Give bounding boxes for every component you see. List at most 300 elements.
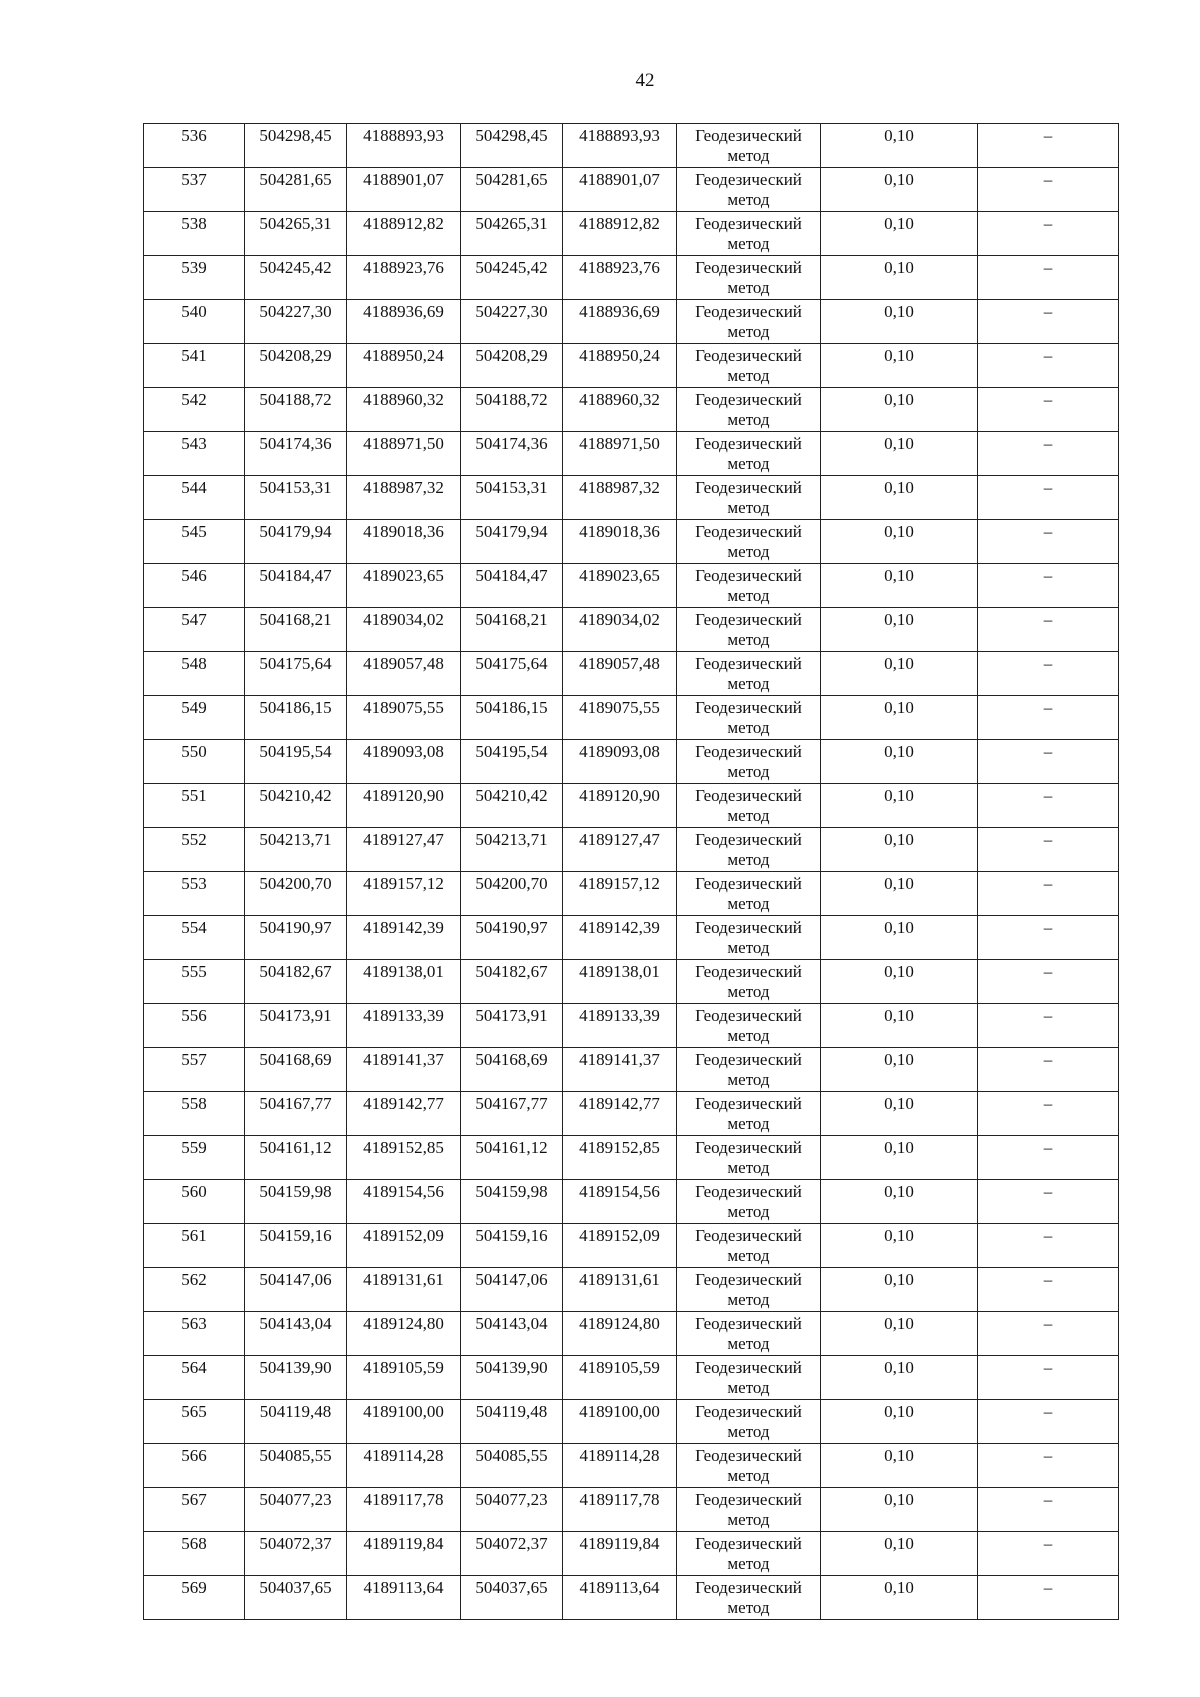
method-cell [677, 872, 821, 916]
method-line-1: Геодезический [695, 1270, 802, 1289]
x-new-cell: 504179,94 [461, 520, 563, 564]
method-line-1: Геодезический [695, 1402, 802, 1421]
y-new-cell: 4188901,07 [563, 168, 677, 212]
x-old-cell: 504213,71 [245, 828, 347, 872]
table-row [144, 740, 1119, 784]
y-new-cell: 4189152,09 [563, 1224, 677, 1268]
description-cell: – [978, 388, 1119, 432]
method-line-1: Геодезический [695, 786, 802, 805]
method-line-2: метод [727, 322, 770, 341]
point-number-cell: 558 [144, 1092, 245, 1136]
y-new-cell: 4189093,08 [563, 740, 677, 784]
method-line-1: Геодезический [695, 566, 802, 585]
y-old-cell: 4189075,55 [347, 696, 461, 740]
accuracy-cell: 0,10 [821, 1180, 978, 1224]
method-line-1: Геодезический [695, 918, 802, 937]
method-line-2: метод [727, 938, 770, 957]
x-old-cell: 504173,91 [245, 1004, 347, 1048]
y-new-cell: 4189141,37 [563, 1048, 677, 1092]
method-cell [677, 608, 821, 652]
method-line-1: Геодезический [695, 1446, 802, 1465]
accuracy-cell: 0,10 [821, 344, 978, 388]
accuracy-cell: 0,10 [821, 1136, 978, 1180]
y-new-cell: 4189117,78 [563, 1488, 677, 1532]
y-old-cell: 4188936,69 [347, 300, 461, 344]
point-number-cell: 541 [144, 344, 245, 388]
x-old-cell: 504139,90 [245, 1356, 347, 1400]
x-old-cell: 504168,21 [245, 608, 347, 652]
method-line-1: Геодезический [695, 170, 802, 189]
point-number-cell: 564 [144, 1356, 245, 1400]
x-old-cell: 504227,30 [245, 300, 347, 344]
x-old-cell: 504245,42 [245, 256, 347, 300]
method-cell [677, 1444, 821, 1488]
x-old-cell: 504281,65 [245, 168, 347, 212]
x-new-cell: 504208,29 [461, 344, 563, 388]
table-row [144, 212, 1119, 256]
page-number: 42 [635, 70, 655, 91]
x-old-cell: 504208,29 [245, 344, 347, 388]
y-new-cell: 4189100,00 [563, 1400, 677, 1444]
method-cell [677, 1048, 821, 1092]
method-line-2: метод [727, 1246, 770, 1265]
method-cell [677, 1312, 821, 1356]
method-line-2: метод [727, 278, 770, 297]
accuracy-cell: 0,10 [821, 168, 978, 212]
y-old-cell: 4189141,37 [347, 1048, 461, 1092]
method-line-1: Геодезический [695, 346, 802, 365]
method-line-1: Геодезический [695, 742, 802, 761]
method-line-2: метод [727, 674, 770, 693]
method-cell [677, 212, 821, 256]
method-line-1: Геодезический [695, 1094, 802, 1113]
description-cell: – [978, 1224, 1119, 1268]
y-old-cell: 4189127,47 [347, 828, 461, 872]
y-new-cell: 4189023,65 [563, 564, 677, 608]
description-cell: – [978, 872, 1119, 916]
method-line-2: метод [727, 1026, 770, 1045]
point-number-cell: 555 [144, 960, 245, 1004]
x-new-cell: 504077,23 [461, 1488, 563, 1532]
method-cell [677, 476, 821, 520]
accuracy-cell: 0,10 [821, 300, 978, 344]
y-old-cell: 4188987,32 [347, 476, 461, 520]
description-cell: – [978, 256, 1119, 300]
description-cell: – [978, 432, 1119, 476]
table-row [144, 916, 1119, 960]
y-new-cell: 4188971,50 [563, 432, 677, 476]
method-line-2: метод [727, 762, 770, 781]
y-old-cell: 4189034,02 [347, 608, 461, 652]
y-old-cell: 4189023,65 [347, 564, 461, 608]
description-cell: – [978, 476, 1119, 520]
table-row [144, 652, 1119, 696]
accuracy-cell: 0,10 [821, 1092, 978, 1136]
y-old-cell: 4188893,93 [347, 124, 461, 168]
y-old-cell: 4189114,28 [347, 1444, 461, 1488]
table-row [144, 476, 1119, 520]
y-new-cell: 4189034,02 [563, 608, 677, 652]
point-number-cell: 556 [144, 1004, 245, 1048]
y-old-cell: 4189018,36 [347, 520, 461, 564]
method-line-1: Геодезический [695, 1182, 802, 1201]
method-cell [677, 1532, 821, 1576]
y-old-cell: 4189120,90 [347, 784, 461, 828]
x-old-cell: 504119,48 [245, 1400, 347, 1444]
x-old-cell: 504085,55 [245, 1444, 347, 1488]
point-number-cell: 559 [144, 1136, 245, 1180]
method-line-1: Геодезический [695, 610, 802, 629]
x-new-cell: 504281,65 [461, 168, 563, 212]
point-number-cell: 553 [144, 872, 245, 916]
description-cell: – [978, 344, 1119, 388]
accuracy-cell: 0,10 [821, 916, 978, 960]
method-line-1: Геодезический [695, 1006, 802, 1025]
method-line-1: Геодезический [695, 1050, 802, 1069]
table-row [144, 300, 1119, 344]
y-new-cell: 4188950,24 [563, 344, 677, 388]
point-number-cell: 550 [144, 740, 245, 784]
y-new-cell: 4189105,59 [563, 1356, 677, 1400]
x-new-cell: 504210,42 [461, 784, 563, 828]
y-old-cell: 4189113,64 [347, 1576, 461, 1620]
description-cell: – [978, 300, 1119, 344]
description-cell: – [978, 1312, 1119, 1356]
accuracy-cell: 0,10 [821, 1532, 978, 1576]
point-number-cell: 540 [144, 300, 245, 344]
y-old-cell: 4188960,32 [347, 388, 461, 432]
method-line-2: метод [727, 146, 770, 165]
point-number-cell: 548 [144, 652, 245, 696]
point-number-cell: 554 [144, 916, 245, 960]
y-new-cell: 4189120,90 [563, 784, 677, 828]
accuracy-cell: 0,10 [821, 1312, 978, 1356]
method-line-2: метод [727, 1422, 770, 1441]
method-line-2: метод [727, 498, 770, 517]
x-new-cell: 504139,90 [461, 1356, 563, 1400]
method-line-2: метод [727, 366, 770, 385]
method-line-1: Геодезический [695, 1358, 802, 1377]
method-line-2: метод [727, 1334, 770, 1353]
accuracy-cell: 0,10 [821, 564, 978, 608]
x-new-cell: 504167,77 [461, 1092, 563, 1136]
accuracy-cell: 0,10 [821, 1576, 978, 1620]
accuracy-cell: 0,10 [821, 476, 978, 520]
point-number-cell: 542 [144, 388, 245, 432]
method-line-2: метод [727, 1510, 770, 1529]
y-old-cell: 4188971,50 [347, 432, 461, 476]
method-cell [677, 388, 821, 432]
y-old-cell: 4189093,08 [347, 740, 461, 784]
y-old-cell: 4189138,01 [347, 960, 461, 1004]
x-new-cell: 504168,69 [461, 1048, 563, 1092]
table-row [144, 828, 1119, 872]
x-old-cell: 504190,97 [245, 916, 347, 960]
method-cell [677, 1400, 821, 1444]
y-new-cell: 4188923,76 [563, 256, 677, 300]
y-new-cell: 4189127,47 [563, 828, 677, 872]
x-old-cell: 504182,67 [245, 960, 347, 1004]
description-cell: – [978, 1136, 1119, 1180]
x-old-cell: 504167,77 [245, 1092, 347, 1136]
y-old-cell: 4189154,56 [347, 1180, 461, 1224]
table-row [144, 1136, 1119, 1180]
accuracy-cell: 0,10 [821, 1224, 978, 1268]
y-new-cell: 4189133,39 [563, 1004, 677, 1048]
x-old-cell: 504077,23 [245, 1488, 347, 1532]
method-line-2: метод [727, 234, 770, 253]
x-new-cell: 504265,31 [461, 212, 563, 256]
accuracy-cell: 0,10 [821, 1356, 978, 1400]
table-body [144, 124, 1119, 1620]
accuracy-cell: 0,10 [821, 1268, 978, 1312]
x-new-cell: 504173,91 [461, 1004, 563, 1048]
method-cell [677, 696, 821, 740]
description-cell: – [978, 608, 1119, 652]
method-line-2: метод [727, 1378, 770, 1397]
accuracy-cell: 0,10 [821, 1444, 978, 1488]
x-new-cell: 504186,15 [461, 696, 563, 740]
x-new-cell: 504245,42 [461, 256, 563, 300]
x-old-cell: 504147,06 [245, 1268, 347, 1312]
method-line-1: Геодезический [695, 962, 802, 981]
table-row [144, 1488, 1119, 1532]
x-old-cell: 504168,69 [245, 1048, 347, 1092]
y-new-cell: 4189075,55 [563, 696, 677, 740]
description-cell: – [978, 124, 1119, 168]
table-row [144, 1180, 1119, 1224]
table-row [144, 608, 1119, 652]
x-new-cell: 504184,47 [461, 564, 563, 608]
point-number-cell: 544 [144, 476, 245, 520]
method-line-2: метод [727, 1114, 770, 1133]
x-new-cell: 504168,21 [461, 608, 563, 652]
y-old-cell: 4189057,48 [347, 652, 461, 696]
point-number-cell: 536 [144, 124, 245, 168]
point-number-cell: 561 [144, 1224, 245, 1268]
method-line-1: Геодезический [695, 830, 802, 849]
y-old-cell: 4188912,82 [347, 212, 461, 256]
table-row [144, 784, 1119, 828]
y-old-cell: 4189157,12 [347, 872, 461, 916]
point-number-cell: 567 [144, 1488, 245, 1532]
accuracy-cell: 0,10 [821, 124, 978, 168]
method-line-2: метод [727, 410, 770, 429]
method-cell [677, 1224, 821, 1268]
x-new-cell: 504298,45 [461, 124, 563, 168]
y-old-cell: 4189131,61 [347, 1268, 461, 1312]
method-cell [677, 828, 821, 872]
x-old-cell: 504298,45 [245, 124, 347, 168]
x-new-cell: 504159,98 [461, 1180, 563, 1224]
y-new-cell: 4188936,69 [563, 300, 677, 344]
x-old-cell: 504153,31 [245, 476, 347, 520]
y-new-cell: 4189152,85 [563, 1136, 677, 1180]
table-row [144, 1576, 1119, 1620]
x-old-cell: 504159,98 [245, 1180, 347, 1224]
y-new-cell: 4188987,32 [563, 476, 677, 520]
x-old-cell: 504174,36 [245, 432, 347, 476]
accuracy-cell: 0,10 [821, 740, 978, 784]
accuracy-cell: 0,10 [821, 1048, 978, 1092]
y-new-cell: 4189157,12 [563, 872, 677, 916]
description-cell: – [978, 564, 1119, 608]
description-cell: – [978, 1444, 1119, 1488]
accuracy-cell: 0,10 [821, 1488, 978, 1532]
x-old-cell: 504265,31 [245, 212, 347, 256]
description-cell: – [978, 1180, 1119, 1224]
x-old-cell: 504186,15 [245, 696, 347, 740]
table-row [144, 432, 1119, 476]
accuracy-cell: 0,10 [821, 1400, 978, 1444]
y-old-cell: 4188923,76 [347, 256, 461, 300]
y-new-cell: 4189113,64 [563, 1576, 677, 1620]
method-line-2: метод [727, 850, 770, 869]
method-line-2: метод [727, 806, 770, 825]
point-number-cell: 537 [144, 168, 245, 212]
y-old-cell: 4188950,24 [347, 344, 461, 388]
point-number-cell: 545 [144, 520, 245, 564]
y-old-cell: 4189152,09 [347, 1224, 461, 1268]
table-row [144, 168, 1119, 212]
method-line-2: метод [727, 982, 770, 1001]
method-cell [677, 652, 821, 696]
x-new-cell: 504188,72 [461, 388, 563, 432]
point-number-cell: 552 [144, 828, 245, 872]
method-line-2: метод [727, 1466, 770, 1485]
x-old-cell: 504072,37 [245, 1532, 347, 1576]
table-row [144, 256, 1119, 300]
x-old-cell: 504184,47 [245, 564, 347, 608]
table-row [144, 960, 1119, 1004]
method-cell [677, 564, 821, 608]
table-row [144, 344, 1119, 388]
method-cell [677, 256, 821, 300]
y-old-cell: 4189100,00 [347, 1400, 461, 1444]
accuracy-cell: 0,10 [821, 652, 978, 696]
y-old-cell: 4189133,39 [347, 1004, 461, 1048]
accuracy-cell: 0,10 [821, 432, 978, 476]
x-old-cell: 504159,16 [245, 1224, 347, 1268]
method-cell [677, 1092, 821, 1136]
x-new-cell: 504072,37 [461, 1532, 563, 1576]
x-new-cell: 504037,65 [461, 1576, 563, 1620]
x-old-cell: 504195,54 [245, 740, 347, 784]
y-old-cell: 4189152,85 [347, 1136, 461, 1180]
x-new-cell: 504213,71 [461, 828, 563, 872]
point-number-cell: 563 [144, 1312, 245, 1356]
method-line-2: метод [727, 630, 770, 649]
table-row [144, 564, 1119, 608]
table-row [144, 1092, 1119, 1136]
method-line-2: метод [727, 894, 770, 913]
point-number-cell: 565 [144, 1400, 245, 1444]
y-old-cell: 4189142,39 [347, 916, 461, 960]
description-cell: – [978, 916, 1119, 960]
table-row [144, 520, 1119, 564]
accuracy-cell: 0,10 [821, 784, 978, 828]
method-line-1: Геодезический [695, 522, 802, 541]
y-old-cell: 4189124,80 [347, 1312, 461, 1356]
method-line-1: Геодезический [695, 654, 802, 673]
x-old-cell: 504143,04 [245, 1312, 347, 1356]
accuracy-cell: 0,10 [821, 256, 978, 300]
x-new-cell: 504174,36 [461, 432, 563, 476]
x-old-cell: 504175,64 [245, 652, 347, 696]
table-row [144, 1400, 1119, 1444]
y-new-cell: 4188893,93 [563, 124, 677, 168]
method-line-1: Геодезический [695, 698, 802, 717]
y-new-cell: 4189124,80 [563, 1312, 677, 1356]
y-old-cell: 4188901,07 [347, 168, 461, 212]
method-line-2: метод [727, 718, 770, 737]
point-number-cell: 538 [144, 212, 245, 256]
x-old-cell: 504037,65 [245, 1576, 347, 1620]
method-cell [677, 1576, 821, 1620]
method-line-2: метод [727, 454, 770, 473]
method-line-1: Геодезический [695, 126, 802, 145]
point-number-cell: 568 [144, 1532, 245, 1576]
accuracy-cell: 0,10 [821, 520, 978, 564]
method-cell [677, 740, 821, 784]
description-cell: – [978, 168, 1119, 212]
description-cell: – [978, 1488, 1119, 1532]
point-number-cell: 547 [144, 608, 245, 652]
description-cell: – [978, 1268, 1119, 1312]
accuracy-cell: 0,10 [821, 1004, 978, 1048]
description-cell: – [978, 212, 1119, 256]
description-cell: – [978, 1356, 1119, 1400]
description-cell: – [978, 1048, 1119, 1092]
accuracy-cell: 0,10 [821, 608, 978, 652]
description-cell: – [978, 1092, 1119, 1136]
x-new-cell: 504161,12 [461, 1136, 563, 1180]
description-cell: – [978, 1400, 1119, 1444]
y-new-cell: 4189138,01 [563, 960, 677, 1004]
table-row [144, 1224, 1119, 1268]
x-new-cell: 504175,64 [461, 652, 563, 696]
method-line-2: метод [727, 586, 770, 605]
x-old-cell: 504161,12 [245, 1136, 347, 1180]
method-cell [677, 1268, 821, 1312]
accuracy-cell: 0,10 [821, 696, 978, 740]
x-new-cell: 504190,97 [461, 916, 563, 960]
method-line-2: метод [727, 1554, 770, 1573]
coordinates-table [143, 123, 1119, 1620]
x-new-cell: 504153,31 [461, 476, 563, 520]
method-line-2: метод [727, 190, 770, 209]
method-cell [677, 344, 821, 388]
method-line-1: Геодезический [695, 258, 802, 277]
table-row [144, 1048, 1119, 1092]
method-line-1: Геодезический [695, 390, 802, 409]
method-line-1: Геодезический [695, 1490, 802, 1509]
y-old-cell: 4189142,77 [347, 1092, 461, 1136]
method-line-1: Геодезический [695, 214, 802, 233]
method-line-1: Геодезический [695, 874, 802, 893]
description-cell: – [978, 1576, 1119, 1620]
method-line-1: Геодезический [695, 1226, 802, 1245]
y-new-cell: 4189119,84 [563, 1532, 677, 1576]
y-old-cell: 4189117,78 [347, 1488, 461, 1532]
method-cell [677, 168, 821, 212]
y-new-cell: 4189154,56 [563, 1180, 677, 1224]
point-number-cell: 557 [144, 1048, 245, 1092]
method-cell [677, 1488, 821, 1532]
y-new-cell: 4189057,48 [563, 652, 677, 696]
method-line-2: метод [727, 1202, 770, 1221]
point-number-cell: 549 [144, 696, 245, 740]
